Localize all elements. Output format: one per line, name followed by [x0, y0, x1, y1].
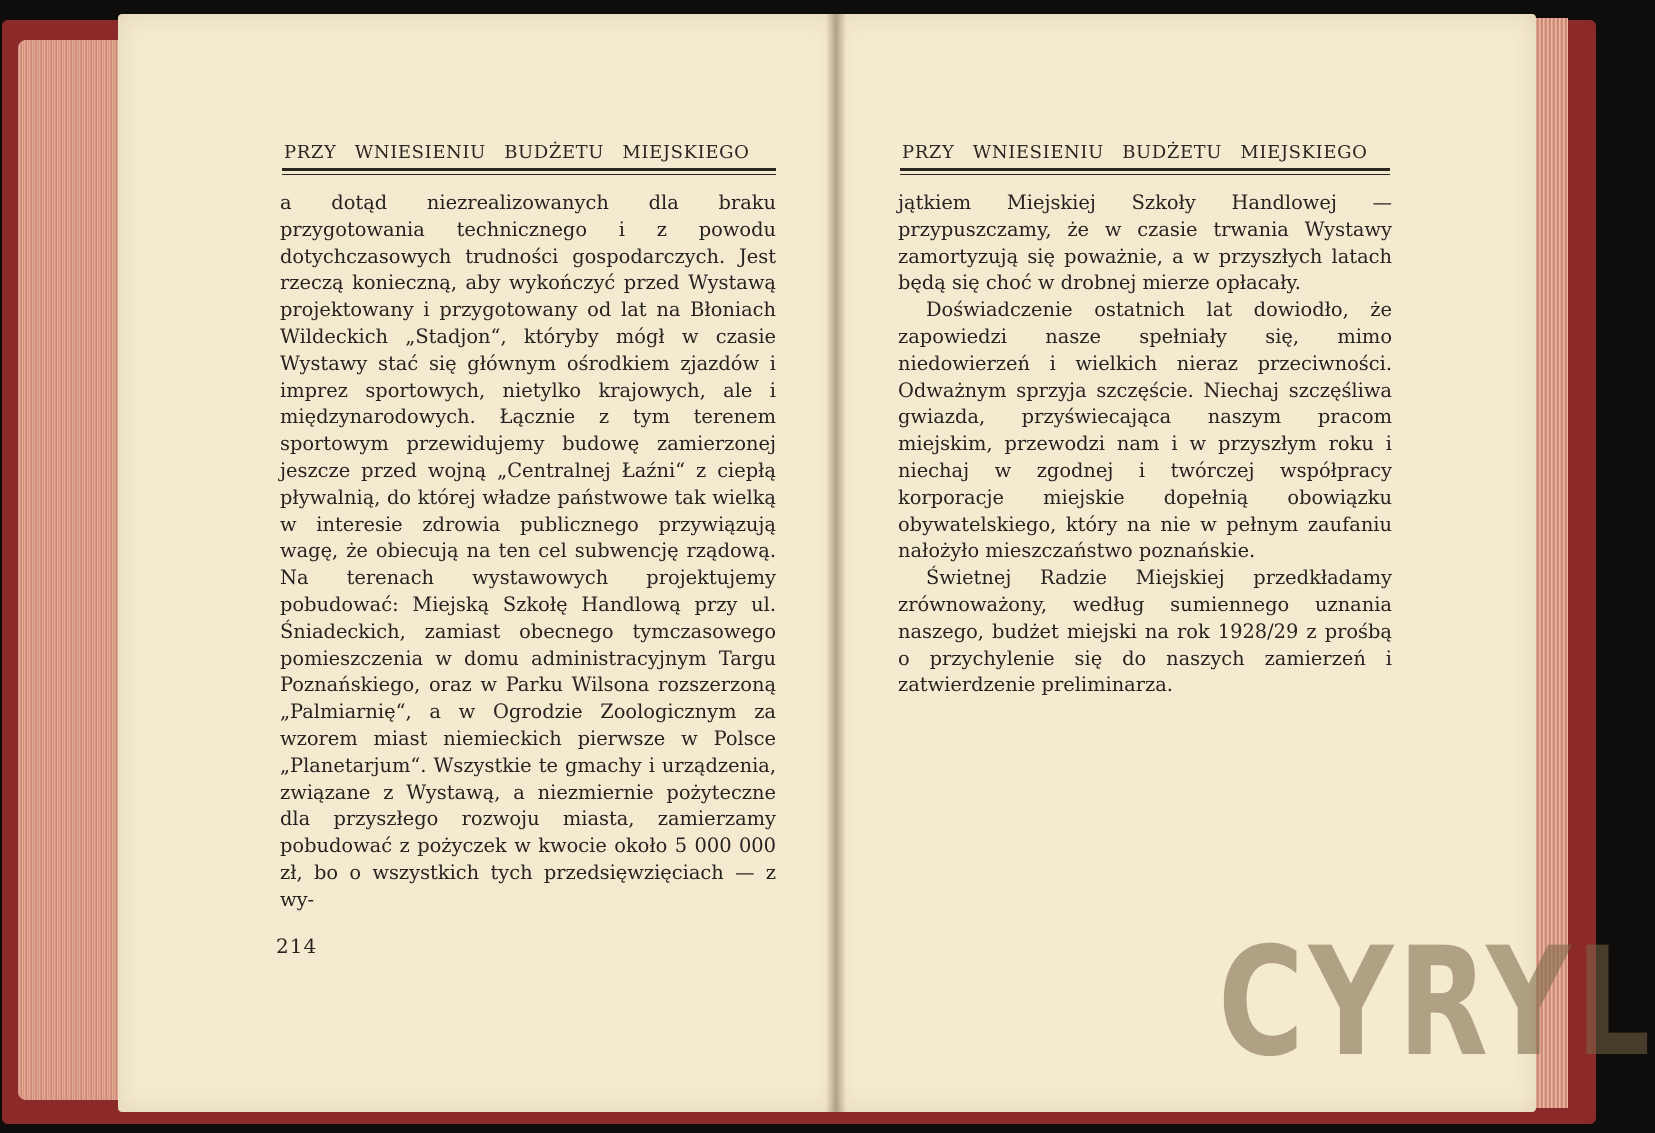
- page-number: 214: [276, 934, 318, 958]
- left-header-rule: [282, 168, 776, 171]
- right-paragraph-2: Doświadczenie ostatnich lat dowiodło, że zapowiedzi nasze spełniały się, mimo niedowierzeń i wielkich nieraz przeciwności. Odważnym sprzyja szczęście. Niechaj szczęśliwa gwiazda, przyświecająca naszym pracom miejskim, przewodzi nam i w przyszłym roku i niechaj w zgodnej i twórczej współpracy korporacje miejskie dopełnią obowiązku obywatelskiego, który na nie w pełnym zaufaniu nałożyło mieszczaństwo poznańskie.: [898, 298, 1392, 563]
- left-header-rule-thin: [282, 174, 776, 175]
- left-body-text: [280, 190, 776, 914]
- right-body-text: [898, 190, 1392, 699]
- right-running-header: PRZY WNIESIENIU BUDŻETU MIEJSKIEGO: [902, 142, 1368, 163]
- right-header-rule: [900, 168, 1390, 171]
- left-running-header: PRZY WNIESIENIU BUDŻETU MIEJSKIEGO: [284, 142, 750, 163]
- right-header-rule-thin: [900, 174, 1390, 175]
- page-edges-left: [18, 40, 118, 1100]
- cyryl-watermark: CYRYL: [1218, 916, 1655, 1090]
- left-paragraph-1: a dotąd niezrealizowanych dla braku przygotowania technicznego i z powodu dotychczasowych trudności gospodarczych. Jest rzeczą konieczną, aby wykończyć przed Wystawą projektowany i przygotowany od lat na Błoniach Wildeckich „Stadjon“, któryby mógł w czasie Wystawy stać się głównym ośrodkiem zjazdów i imprez sportowych, nietylko krajowych, ale i międzynarodowych. Łącznie z tym terenem sportowym przewidujemy budowę zamierzonej jeszcze przed wojną „Centralnej Łaźni“ z ciepłą pływalnią, do której władze państwowe tak wielką w interesie zdrowia publicznego przywiązują wagę, że obiecują na ten cel subwencję rządową. Na terenach wystawowych projektujemy pobudować: Miejską Szkołę Handlową przy ul. Śniadeckich, zamiast obecnego tymczasowego pomieszczenia w domu administracyjnym Targu Poznańskiego, oraz w Parku Wilsona rozszerzoną „Palmiarnię“, a w Ogrodzie Zoologicznym za wzorem miast niemieckich pierwsze w Polsce „Planetarjum“. Wszystkie te gmachy i urządzenia, związane z Wystawą, a niezmiernie pożyteczne dla przyszłego rozwoju miasta, zamierzamy pobudować z pożyczek w kwocie około 5 000 000 zł, bo o wszystkich tych przedsięwzięciach — z wy-: [280, 191, 776, 911]
- book-gutter: [826, 14, 846, 1112]
- right-paragraph-3: Świetnej Radzie Miejskiej przedkładamy zrównoważony, według sumiennego uznania naszego, budżet miejski na rok 1928/29 z prośbą o przychylenie się do naszych zamierzeń i zatwierdzenie preliminarza.: [898, 566, 1392, 697]
- right-paragraph-1: jątkiem Miejskiej Szkoły Handlowej — przypuszczamy, że w czasie trwania Wystawy zamortyzują się poważnie, a w przyszłych latach będą się choć w drobnej mierze opłacały.: [898, 191, 1392, 295]
